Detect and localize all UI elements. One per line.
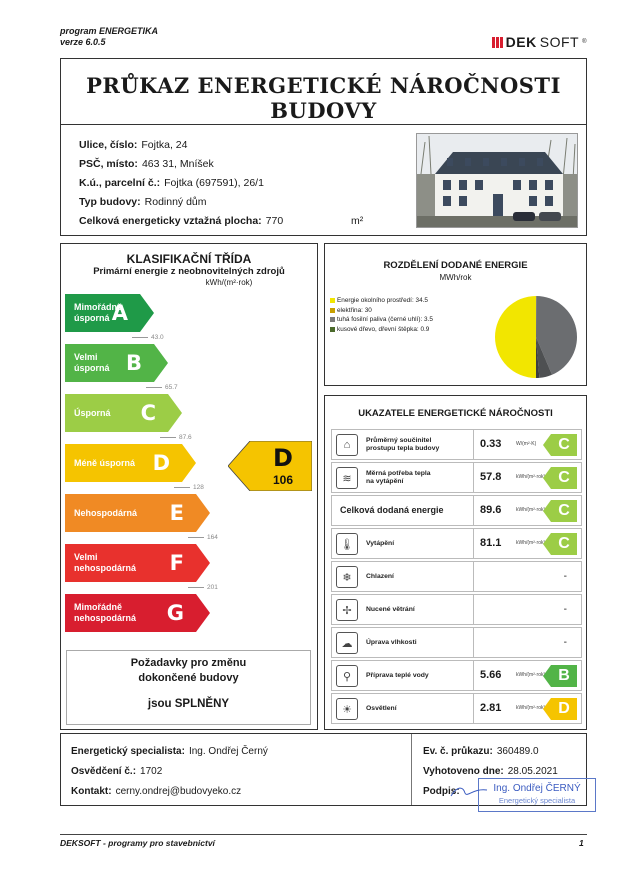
class-band-letter: C	[140, 401, 156, 425]
lightbulb-icon: ☀	[336, 698, 358, 720]
legend-label: kusové dřevo, dřevní štěpka: 0.9	[337, 325, 430, 333]
faucet-icon: ⚲	[336, 665, 358, 687]
program-name: program ENERGETIKA	[60, 26, 159, 36]
building-photo	[416, 133, 578, 228]
indicator-row	[331, 627, 582, 658]
specialist-name: Ing. Ondřej Černý	[188, 746, 268, 757]
specialist-panel	[60, 733, 587, 806]
requirements-box	[66, 650, 311, 725]
humidity-icon: ☁	[336, 632, 358, 654]
street-value: Fojtka, 24	[141, 139, 188, 151]
deksoft-logo	[492, 34, 587, 50]
indicator-value: 89.6	[480, 504, 502, 516]
indicator-name	[366, 705, 397, 713]
indicator-value-cell	[473, 463, 583, 492]
indicator-unit: kWh/(m²·rok)	[516, 705, 546, 711]
contact-label: Kontakt:	[71, 786, 112, 797]
parcel-row	[79, 177, 264, 189]
distribution-legend-item	[330, 315, 433, 325]
certificate-row	[71, 766, 162, 777]
class-threshold	[132, 334, 164, 341]
class-threshold	[188, 534, 218, 541]
class-threshold-value: 87.6	[179, 434, 192, 441]
class-band-f	[65, 544, 196, 582]
distribution-legend-item	[330, 296, 433, 306]
indicator-value: 57.8	[480, 471, 502, 483]
type-row	[79, 196, 207, 208]
classification-unit: kWh/(m²·rok)	[205, 278, 253, 287]
legend-swatch	[330, 317, 335, 322]
indicator-name	[366, 573, 394, 581]
class-band-letter: F	[169, 551, 184, 575]
indicator-value: 81.1	[480, 537, 502, 549]
indicator-value-cell	[473, 562, 583, 591]
indicator-value: 0.33	[480, 438, 502, 450]
legend-label: elektřina: 30	[337, 306, 372, 314]
classification-subtitle: Primární energie z neobnovitelných zdrojů	[93, 266, 285, 277]
street-row	[79, 139, 187, 151]
class-threshold	[160, 434, 192, 441]
cooling-icon: ❄	[336, 566, 358, 588]
zip-label: PSČ, místo:	[79, 158, 138, 170]
indicator-row	[331, 693, 582, 724]
indicator-name-line1: Úprava vlhkosti	[366, 639, 417, 646]
indicator-name-line1: Měrná potřeba tepla	[366, 470, 431, 477]
distribution-legend-item	[330, 325, 433, 335]
specialist-name-label: Energetický specialista:	[71, 746, 185, 757]
stamp-name: Ing. Ondřej ČERNÝ	[493, 783, 581, 794]
result-pointer	[228, 441, 312, 491]
indicator-class-badge: D	[551, 698, 577, 720]
class-band-c	[65, 394, 168, 432]
requirement-line2: dokončené budovy	[138, 672, 239, 684]
class-band-label-line2: nehospodárná	[74, 613, 137, 623]
certificate-label: Osvědčení č.:	[71, 766, 137, 777]
pie-slice	[495, 296, 536, 378]
indicator-name	[366, 639, 417, 647]
class-threshold-value: 201	[207, 584, 218, 591]
parcel-value: Fojtka (697591), 26/1	[164, 177, 264, 189]
indicator-value-cell	[473, 595, 583, 624]
indicator-name	[366, 437, 439, 453]
logo-bold: DEK	[505, 34, 537, 50]
class-band-label	[74, 408, 111, 419]
class-band-letter: G	[166, 601, 184, 625]
indicator-value-cell	[473, 430, 583, 459]
indicator-value-cell	[473, 628, 583, 657]
indicator-name-line1: Příprava teplé vody	[366, 672, 429, 679]
class-threshold	[188, 584, 218, 591]
parcel-label: K.ú., parcelní č.:	[79, 177, 161, 189]
indicator-name	[366, 672, 429, 680]
indicator-row	[331, 495, 582, 526]
indicators-title: UKAZATELE ENERGETICKÉ NÁROČNOSTI	[358, 408, 553, 419]
indicator-class-badge: C	[551, 434, 577, 456]
indicator-value-cell	[473, 529, 583, 558]
class-band-b	[65, 344, 154, 382]
contact-value: cerny.ondrej@budovyeko.cz	[115, 786, 242, 797]
thermometer-icon: 🌡	[336, 533, 358, 555]
indicator-name-line1: Průměrný součinitel	[366, 437, 432, 444]
class-band-label	[74, 602, 136, 624]
type-value: Rodinný dům	[144, 196, 207, 208]
indicator-row	[331, 462, 582, 493]
area-value: 770	[265, 215, 284, 227]
zip-row	[79, 158, 214, 170]
class-threshold-value: 43.0	[151, 334, 164, 341]
indicator-class-badge: C	[551, 533, 577, 555]
class-band-g	[65, 594, 196, 632]
indicator-class-badge: B	[551, 665, 577, 687]
class-threshold	[146, 384, 178, 391]
indicator-name	[366, 540, 394, 548]
signature-scribble	[449, 784, 489, 800]
class-band-e	[65, 494, 196, 532]
indicator-row	[331, 429, 582, 460]
indicator-value: 2.81	[480, 702, 502, 714]
indicator-name-line1: Vytápění	[366, 540, 395, 547]
class-band-label-line1: Velmi	[74, 352, 98, 362]
class-band-label-line1: Úsporná	[74, 407, 111, 418]
contact-row	[71, 786, 241, 797]
house-envelope-icon: ⌂	[336, 434, 358, 456]
page-number: 1	[579, 838, 584, 848]
footer-divider	[60, 834, 587, 835]
indicator-name-line2: na vytápění	[366, 478, 404, 485]
specialist-stamp	[478, 778, 596, 812]
specialist-name-row	[71, 746, 268, 757]
class-band-label	[74, 508, 137, 519]
indicator-unit: kWh/(m²·rok)	[516, 474, 546, 480]
class-band-label-line1: Mimořádně	[74, 602, 123, 612]
logo-bars-icon	[492, 37, 503, 48]
indicator-row	[331, 660, 582, 691]
class-threshold-value: 65.7	[165, 384, 178, 391]
area-row	[79, 215, 283, 227]
street-label: Ulice, číslo:	[79, 139, 138, 151]
legend-label: tuhá fosilní paliva (černé uhlí): 3.5	[337, 316, 433, 323]
indicator-row	[331, 594, 582, 625]
energy-distribution-panel	[324, 243, 587, 386]
distribution-pie-chart	[493, 294, 579, 380]
indicator-empty-value: -	[563, 604, 567, 615]
document-title: PRŮKAZ ENERGETICKÉ NÁROČNOSTI BUDOVY	[86, 73, 561, 123]
class-band-label	[74, 552, 136, 574]
indicator-name	[340, 506, 444, 514]
legend-swatch	[330, 298, 335, 303]
class-band-label-line2: úsporná	[74, 363, 110, 373]
class-band-letter: D	[152, 451, 170, 475]
result-value: 106	[272, 473, 294, 487]
requirement-line1: Požadavky pro změnu	[130, 657, 247, 669]
date-value: 28.05.2021	[507, 766, 558, 777]
class-band-label-line1: Nehospodárná	[74, 507, 138, 518]
program-info	[60, 26, 158, 48]
distribution-title: ROZDĚLENÍ DODANÉ ENERGIE	[383, 260, 528, 271]
class-band-letter: A	[111, 301, 128, 325]
class-threshold-value: 128	[193, 484, 204, 491]
classification-title: KLASIFIKAČNÍ TŘÍDA	[126, 252, 252, 266]
signature-label: Podpis:	[423, 786, 460, 797]
class-threshold	[174, 484, 204, 491]
class-band-label-line2: nehospodárná	[74, 563, 137, 573]
distribution-unit: MWh/rok	[439, 273, 472, 282]
date-label: Vyhotoveno dne:	[423, 766, 504, 777]
class-band-label-line1: Mimořádně	[74, 302, 123, 312]
certificate-value: 1702	[140, 766, 163, 777]
class-band-label	[74, 352, 110, 374]
title-panel	[60, 58, 587, 125]
indicator-unit: kWh/(m²·rok)	[516, 540, 546, 546]
date-row	[423, 766, 558, 777]
class-band-letter: B	[125, 351, 142, 375]
indicator-value-cell	[473, 694, 583, 723]
class-band-label-line2: úsporná	[74, 313, 110, 323]
indicator-value: 5.66	[480, 669, 502, 681]
classification-panel	[60, 243, 318, 730]
indicator-name	[366, 606, 415, 614]
footer-text: DEKSOFT - programy pro stavebnictví	[60, 838, 215, 848]
indicator-empty-value: -	[563, 571, 567, 582]
class-band-label-line1: Velmi	[74, 552, 98, 562]
specialist-divider	[411, 734, 412, 805]
area-unit: m²	[351, 215, 364, 227]
logo-mark: ®	[582, 39, 587, 45]
class-band-d	[65, 444, 182, 482]
ev-number-label: Ev. č. průkazu:	[423, 746, 493, 757]
class-threshold-value: 164	[207, 534, 218, 541]
area-label: Celková energeticky vztažná plocha:	[79, 215, 262, 227]
indicator-name-line2: prostupu tepla budovy	[366, 445, 440, 452]
class-band-label	[74, 458, 135, 469]
distribution-legend-item	[330, 306, 433, 316]
indicator-name-line1: Nucené větrání	[366, 606, 415, 613]
result-letter: D	[273, 444, 293, 472]
indicator-name-line1: Osvětlení	[366, 705, 397, 712]
indicator-unit: kWh/(m²·rok)	[516, 672, 546, 678]
indicator-row	[331, 561, 582, 592]
ev-number-value: 360489.0	[496, 746, 539, 757]
logo-soft: SOFT	[539, 34, 580, 50]
stamp-role: Energetický specialista	[498, 796, 576, 805]
indicators-panel	[324, 395, 587, 730]
program-version: verze 6.0.5	[60, 37, 106, 47]
heat-waves-icon: ≋	[336, 467, 358, 489]
indicator-unit: kWh/(m²·rok)	[516, 507, 546, 513]
indicator-name-line1: Chlazení	[366, 573, 394, 580]
requirement-status: jsou SPLNĚNY	[147, 698, 230, 710]
class-band-letter: E	[169, 501, 184, 525]
indicator-name-line1: Celková dodaná energie	[340, 505, 444, 515]
indicator-empty-value: -	[563, 637, 567, 648]
legend-swatch	[330, 308, 335, 313]
indicator-class-badge: C	[551, 500, 577, 522]
legend-swatch	[330, 327, 335, 332]
indicator-row	[331, 528, 582, 559]
fan-icon: ✢	[336, 599, 358, 621]
zip-value: 463 31, Mníšek	[141, 158, 214, 170]
indicator-value-cell	[473, 496, 583, 525]
type-label: Typ budovy:	[79, 196, 141, 208]
distribution-legend	[330, 296, 433, 334]
class-band-a	[65, 294, 140, 332]
indicator-name	[366, 470, 431, 486]
class-band-label-line1: Méně úsporná	[74, 457, 136, 468]
indicator-value-cell	[473, 661, 583, 690]
legend-label: Energie okolního prostředí: 34.5	[337, 297, 428, 304]
indicator-class-badge: C	[551, 467, 577, 489]
building-info-panel	[60, 124, 587, 236]
ev-number-row	[423, 746, 539, 757]
indicator-unit: W/(m²·K)	[516, 441, 537, 447]
